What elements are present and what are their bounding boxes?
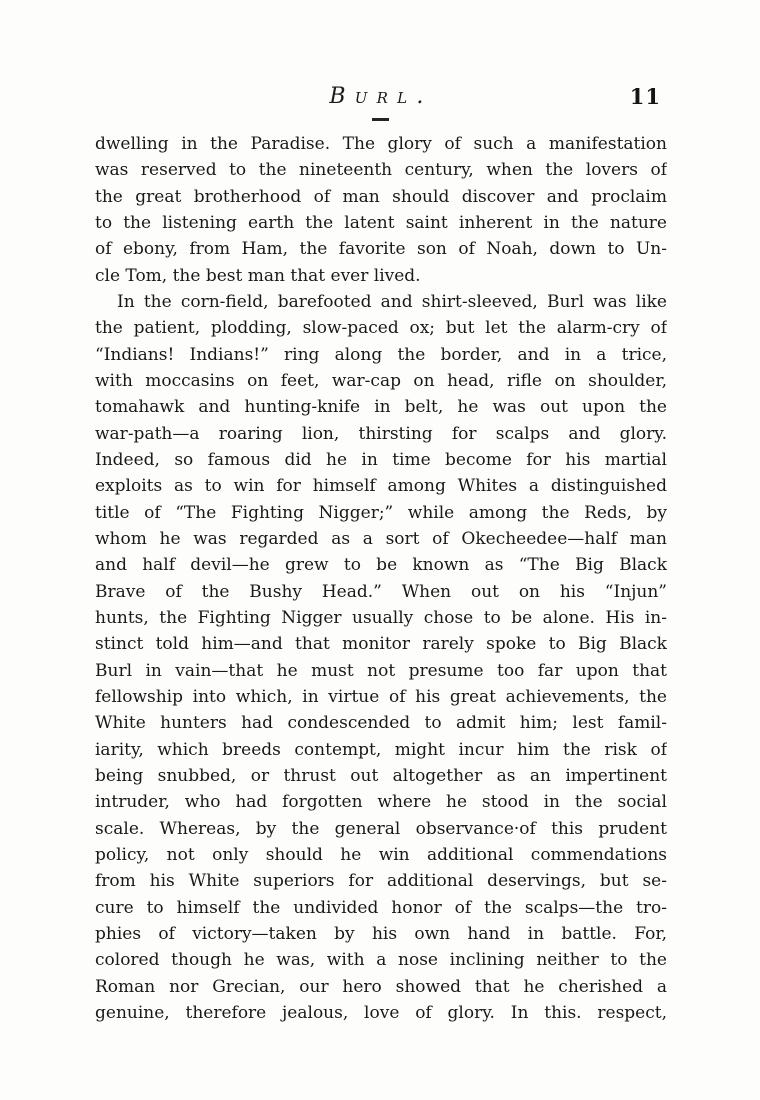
running-title: Burl. xyxy=(329,84,433,109)
text-line: hunts, the Fighting Nigger usually chose to be alone. His in- xyxy=(95,607,667,628)
text-line: Roman nor Grecian, our hero showed that he cherished a xyxy=(95,976,667,997)
page-header xyxy=(95,84,667,128)
text-line: dwelling in the Paradise. The glory of such a manifestation xyxy=(95,134,667,154)
text-line: scale. Whereas, by the general observance·of this prudent xyxy=(95,818,667,839)
text-line: cle Tom, the best man that ever lived. xyxy=(95,265,421,286)
text-line: cure to himself the undivided honor of the scalps—the tro- xyxy=(95,897,667,918)
text-line: with moccasins on feet, war-cap on head, rifle on shoulder, xyxy=(95,370,667,391)
text-line: fellowship into which, in virtue of his great achievements, the xyxy=(95,686,667,707)
text-line: Brave of the Bushy Head.” When out on his “Injun” xyxy=(95,581,667,602)
text-line: phies of victory—taken by his own hand in battle. For, xyxy=(95,923,667,944)
text-line: stinct told him—and that monitor rarely spoke to Big Black xyxy=(95,634,667,655)
text-line: “Indians! Indians!” ring along the border, and in a trice, xyxy=(95,344,667,365)
text-line: In the corn-field, barefooted and shirt-sleeved, Burl was like xyxy=(117,291,667,312)
text-line: White hunters had condescended to admit him; lest famil- xyxy=(95,713,667,734)
text-line: being snubbed, or thrust out altogether as an impertinent xyxy=(95,765,667,786)
text-line: to the listening earth the latent saint inherent in the nature xyxy=(95,212,667,233)
text-line: title of “The Fighting Nigger;” while among the Reds, by xyxy=(95,502,667,523)
text-line: exploits as to win for himself among Whites a distinguished xyxy=(95,476,667,497)
text-line: and half devil—he grew to be known as “The Big Black xyxy=(95,555,667,576)
text-line: the great brotherhood of man should discover and proclaim xyxy=(95,186,667,207)
text-line: colored though he was, with a nose inclining neither to the xyxy=(95,950,667,971)
text-line: whom he was regarded as a sort of Okecheedee—half man xyxy=(95,528,667,549)
header-rule xyxy=(372,118,389,121)
text-line: genuine, therefore jealous, love of glory. In this. respect, xyxy=(95,1002,667,1023)
text-line: policy, not only should he win additional commendations xyxy=(95,844,667,865)
text-line: tomahawk and hunting-knife in belt, he was out upon the xyxy=(95,397,667,418)
text-line: Indeed, so famous did he in time become for his martial xyxy=(95,449,667,470)
text-line: from his White superiors for additional deservings, but se- xyxy=(95,871,667,892)
text-line: was reserved to the nineteenth century, when the lovers of xyxy=(95,160,667,181)
text-line: iarity, which breeds contempt, might incur him the risk of xyxy=(95,739,667,760)
text-line: intruder, who had forgotten where he stood in the social xyxy=(95,792,667,813)
body-text xyxy=(95,131,667,1026)
text-line: Burl in vain—that he must not presume too far upon that xyxy=(95,660,667,681)
text-line: of ebony, from Ham, the favorite son of Noah, down to Un- xyxy=(95,239,667,260)
text-line: war-path—a roaring lion, thirsting for scalps and glory. xyxy=(95,423,667,444)
page-number: 11 xyxy=(629,84,661,109)
text-line: the patient, plodding, slow-paced ox; but let the alarm-cry of xyxy=(95,318,667,339)
